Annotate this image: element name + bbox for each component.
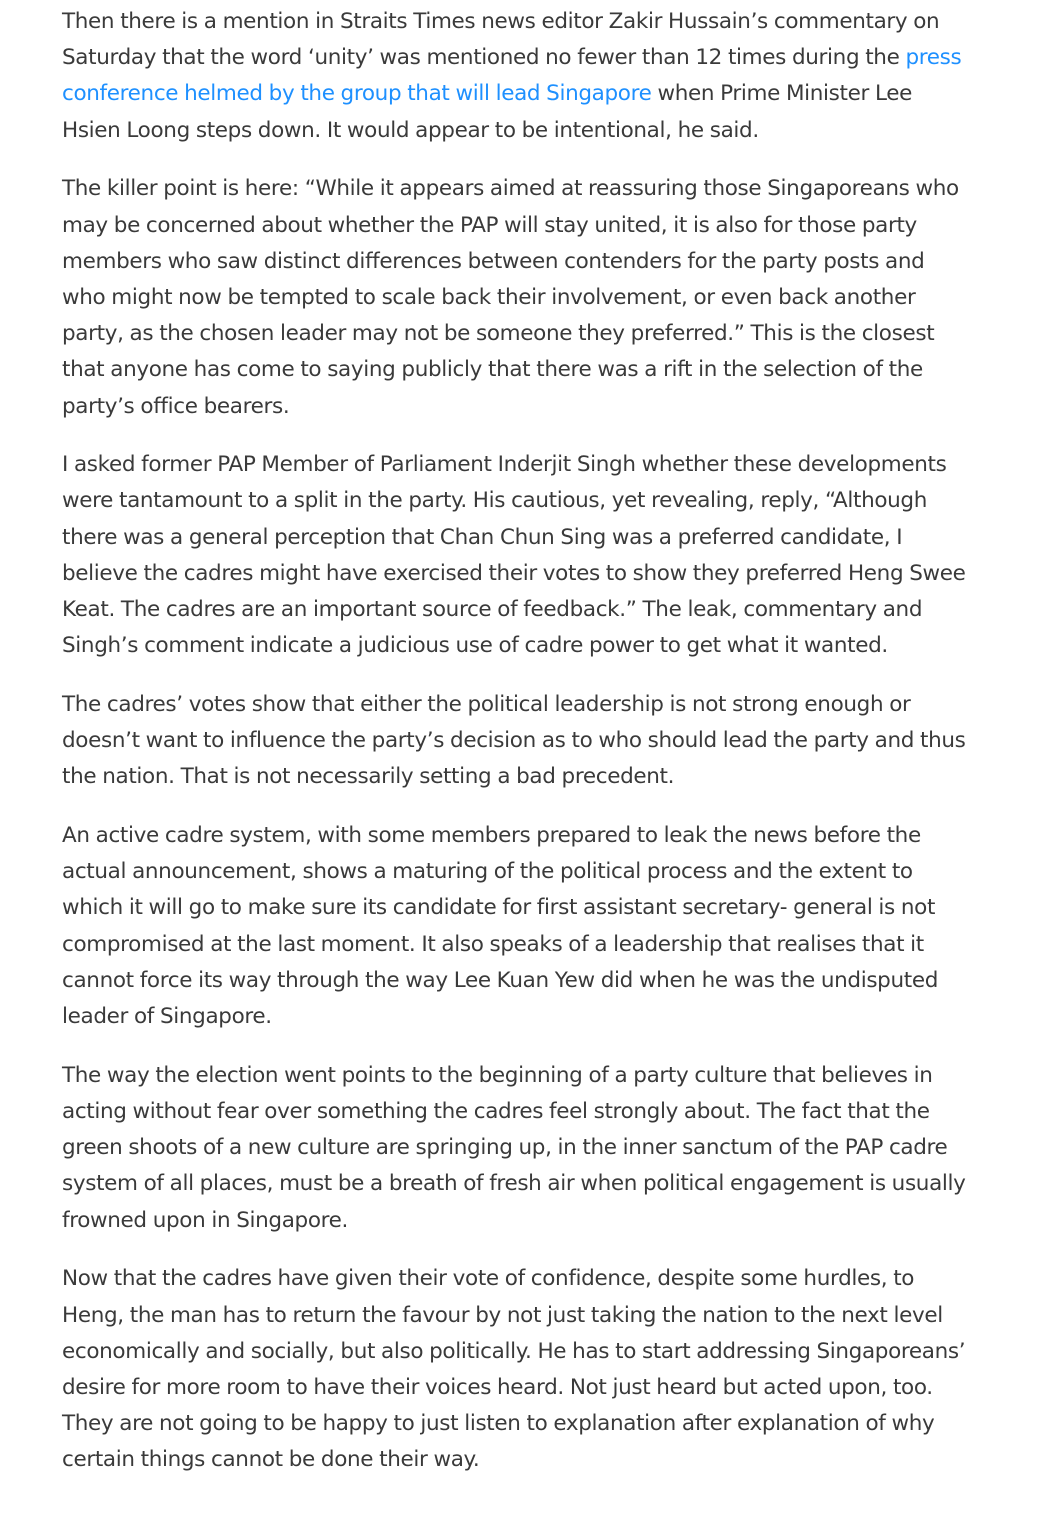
paragraph-party-culture: The way the election went points to the beginning of a party culture that believes in acting without fear over something the cadres feel strongly about. The fact that the green shoots of a new culture are springing up, in the inner sanctum of the PAP cadre system of all places, must be a breath of fresh air when political engagement is usually frowned upon in Singapore. — [62, 1062, 966, 1233]
press-conference-link[interactable]: press conference helmed by the group that will lead Singapore — [62, 45, 962, 107]
paragraph-text-after-link: when Prime Minister Lee Hsien Loong steps down. It would appear to be intentional, he said. — [62, 81, 912, 143]
article-body — [62, 4, 972, 1501]
paragraph-inderjit-singh: I asked former PAP Member of Parliament Inderjit Singh whether these developments were tantamount to a split in the party. His cautious, yet revealing, reply, “Although there was a general perception that Chan Chun Sing was a preferred candidate, I believe the cadres might have exercised their votes to show they preferred Heng Swee Keat. The cadres are an important source of feedback.” The leak, commentary and Singh’s comment indicate a judicious use of cadre power to get what it wanted. — [62, 452, 966, 659]
paragraph-vote-of-confidence: Now that the cadres have given their vote of confidence, despite some hurdles, to Heng, the man has to return the favour by not just taking the nation to the next level economically and socially, but also politically. He has to start addressing Singaporeans’ desire for more room to have their voices heard. Not just heard but acted upon, too. They are not going to be happy to just listen to explanation after explanation of why certain things cannot be done their way. — [62, 1266, 966, 1473]
paragraph-active-cadre-system: An active cadre system, with some members prepared to leak the news before the actual announcement, shows a maturing of the political process and the extent to which it will go to make sure its candidate for first assistant secretary- general is not compromised at the last moment. It also speaks of a leadership that realises that it cannot force its way through the way Lee Kuan Yew did when he was the undisputed leader of Singapore. — [62, 823, 939, 1030]
paragraph-killer-point: The killer point is here: “While it appears aimed at reassuring those Singaporeans who may be concerned about whether the PAP will stay united, it is also for those party members who saw distinct differences between contenders for the party posts and who might now be tempted to scale back their involvement, or even back another party, as the chosen leader may not be someone they preferred.” This is the closest that anyone has come to saying publicly that there was a rift in the selection of the party’s office bearers. — [62, 176, 959, 419]
paragraph-unity-mention — [62, 4, 972, 149]
paragraph-text-before-link: Then there is a mention in Straits Times news editor Zakir Hussain’s commentary on Saturday that the word ‘unity’ was mentioned no fewer than 12 times during the — [62, 9, 940, 71]
paragraph-cadres-votes: The cadres’ votes show that either the political leadership is not strong enough or doesn’t want to influence the party’s decision as to who should lead the party and thus the nation. That is not necessarily setting a bad precedent. — [62, 691, 966, 790]
